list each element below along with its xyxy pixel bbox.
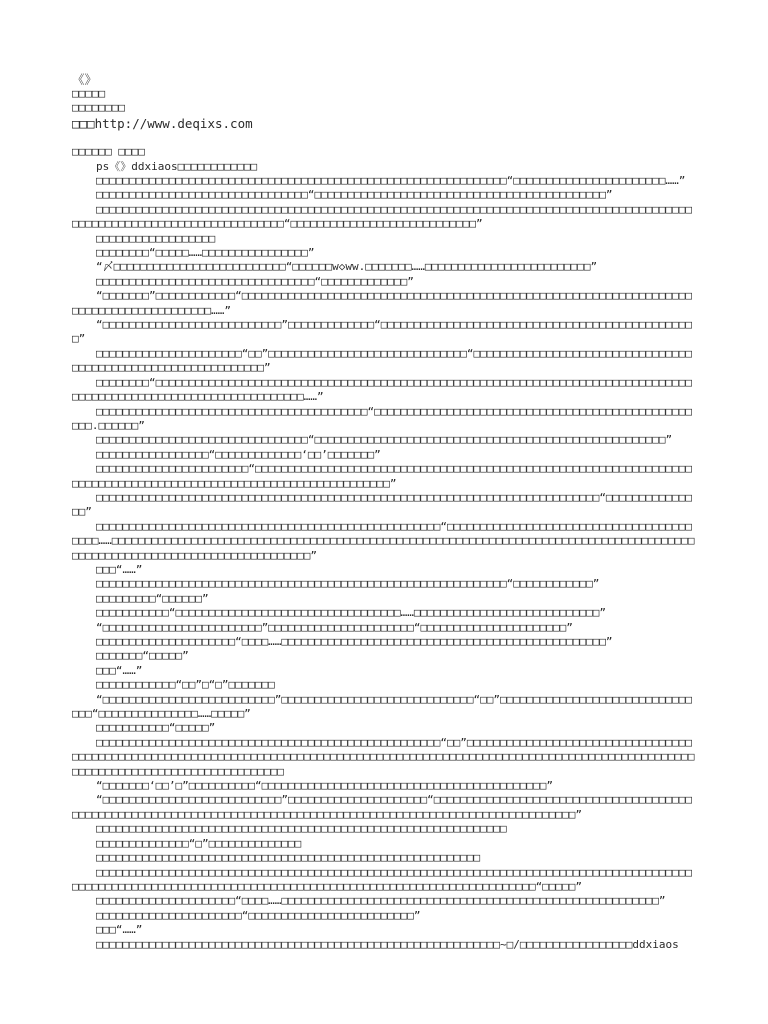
paragraph: □□□“……” — [96, 562, 143, 576]
paragraph: “□□□□□□□□□□□□□□□□□□□□□□□□”□□□□□□□□□□□□□□□□□□□□□□“□□□□□□□□□□□□□□□□□□□□□□” — [96, 620, 573, 634]
paragraph: □□□□□□□□□□□□□□□□□□□□□□□□□□□□□□□□□□□□□□□□□□□□□□□□□□□□□□□□□□□□□□□□□□□□□□□□□□□□□□□□□□□□□□□□□□□□□□□□□□□□□□□□□□□□□□□□□□□□□□□□□□“□□□□□□□□□□□□□□□□□□□□□□□□□□□□” — [72, 202, 693, 231]
document-page — [72, 72, 696, 952]
header-line-2: □□□□□□□□ — [72, 101, 125, 115]
paragraph: □□□□□□□□□□□□□□□□□□□□□□□□□□□□□□□□□□□□□□□□□□□□□□□□□□□□□□□□□□□□□□□□□□□□□□□□□□□□□□□□□□□□□□□□□□□□□□□□□□□□□□□□□□□□□□□□□□□□□□□□□□□□□□□□□□□□□□□□□□□□□□□□□□□□□□□□□□□□□□□□“□□□□□” — [72, 865, 693, 893]
paragraph: □□□□□□□□□“□□□□□□” — [96, 591, 209, 605]
paragraph: □□□□□□□□□□□□□□□□□□□□□□“□□”□□□□□□□□□□□□□□□□□□□□□□□□□□□□□□“□□□□□□□□□□□□□□□□□□□□□□□□□□□□□□□□□□□□□□□□□□□□□□□□□□□□□□□□□□□□□□” — [72, 346, 693, 375]
blank-line — [72, 131, 696, 145]
paragraph: □□□□□□□“□□□□□” — [96, 649, 189, 663]
paragraph: □□□“……” — [96, 923, 143, 937]
chapter-heading: □□□□□□ □□□□ — [72, 145, 145, 159]
paragraph: □□□□□□□□□□□□□□□□□“□□□□□□□□□□□□□‘□□’□□□□□□□” — [96, 447, 381, 461]
paragraph: “□□□□□□□‘□□’□”□□□□□□□□□□“□□□□□□□□□□□□□□□□□□□□□□□□□□□□□□□□□□□□□□□□□□□” — [96, 779, 553, 793]
paragraph: □□□□□□□□□□□□□□□□□□□□□□“□□□□□□□□□□□□□□□□□□□□□□□□□” — [96, 908, 421, 922]
paragraph: □□□□□□□□□□□□□□□□□□□□□□□□□□□□□□□□□□□□□□□□□□□□□□□□□□□□□□□□□□□□□□ — [96, 822, 507, 836]
paragraph: □□□□□□□□□□□□□□□□□□□□□□□“□□□□□□□□□□□□□□□□□□□□□□□□□□□□□□□□□□□□□□□□□□□□□□□□□□□□□□□□□□□□□□□□□□□□□□□□□□□□□□□□□□□□□□□□□□□□□□□□□□□□□□□□□□□□□□□□□□” — [72, 462, 693, 490]
logo-glyph: 《》 — [72, 72, 98, 87]
paragraph: “□□□□□□□□□□□□□□□□□□□□□□□□□□□”□□□□□□□□□□□□□□□□□□□□□“□□□□□□□□□□□□□□□□□□□□□□□□□□□□□□□□□□□□□□□□□□□□□□□□□□□□□□□□□□□□□□□□□□□□□□□□□□□□□□□□□□□□□□□□□□□□□□□□□□□□□□□□□□□□□□□□□□□” — [72, 793, 693, 821]
paragraph: □□□□□□□□“□□□□□……□□□□□□□□□□□□□□□□” — [96, 246, 315, 260]
paragraph: “□□□□□□□□□□□□□□□□□□□□□□□□□□□”□□□□□□□□□□□□□“□□□□□□□□□□□□□□□□□□□□□□□□□□□□□□□□□□□□□□□□□□□□□□□□” — [72, 318, 693, 346]
paragraph: □□□□□□□□□□□“□□□□□□□□□□□□□□□□□□□□□□□□□□□□□□□□□□……□□□□□□□□□□□□□□□□□□□□□□□□□□□□” — [96, 606, 606, 620]
paragraph: □□□□□□□□□□□□□□□□□□□□□□□□□□□□□□□□□□□□□□□□□□□□□□□□□□□□“□□□□□□□□□□□□□□□□□□□□□□□□□□□□□□□□□□□□□□□□□……□□□□□□□□□□□□□□□□□□□□□□□□□□□□□□□□□□□□□□□□□□□□□□□□□□□□□□□□□□□□□□□□□□□□□□□□□□□□□□□□□□□□□□□□□□□□□□□□□□□□□□□□□□□□□□□□□□□□□□□□□□□□” — [72, 519, 695, 562]
paragraph: □□□□□□□□“□□□□□□□□□□□□□□□□□□□□□□□□□□□□□□□□□□□□□□□□□□□□□□□□□□□□□□□□□□□□□□□□□□□□□□□□□□□□□□□□□□□□□□□□□□□□□□□□□□□□□□□□□□□□□□□□□□□□……” — [72, 375, 693, 404]
paragraph: □□□□□□□□□□□□□□□□□□□□□□□□□□□□□□□□□□□□□□□□□□□□□□□□□□□□□□□□□□□□□□“□□□□□□□□□□□□□□□□□□□□□□□……” — [96, 174, 686, 188]
paragraph: □□□□□□□□□□□□□□□□□□□□□□□□□□□□□□□□□□□□□□□□□□□□□□□□□□□□□□□□□□□□□□“□□□□□□□□□□□□” — [96, 577, 600, 591]
paragraph: □□□□□□□□□□□“□□□□□” — [96, 721, 216, 735]
site-url-line: □□□http://www.deqixs.com — [72, 115, 253, 131]
paragraph: “□□□□□□□”□□□□□□□□□□□□“□□□□□□□□□□□□□□□□□□□□□□□□□□□□□□□□□□□□□□□□□□□□□□□□□□□□□□□□□□□□□□□□□□□□□□□□□□□□□□□□□□□□□□□□□……” — [72, 289, 693, 317]
paragraph: □□□□□□□□□□□□□□□□□□□□□□□□□□□□□□□□“□□□□□□□□□□□□□□□□□□□□□□□□□□□□□□□□□□□□□□□□□□□□□□□□□□□□□” — [96, 433, 673, 447]
paragraph: □□□□□□□□□□□□□□□□□□□□□□□□□□□□□□□□□□□□□□□□□“□□□□□□□□□□□□□□□□□□□□□□□□□□□□□□□□□□□□□□□□□□□□□□□□□□□.□□□□□□” — [72, 404, 693, 432]
paragraph: □□□□□□□□□□□□□□□□□□□□□□□□□□□□□□□□□□□□□□□□□□□□□□□□□□□□□□□□□□□□□~□/□□□□□□□□□□□□□□□□□ddxiaos — [96, 937, 679, 951]
paragraph: □□□□□□□□□□□□□□□□□□□□□□□□□□□□□□□□□□□□□□□□□□□□□□□□□□□□□□□□□□□□□□□□□□□□□□□□□□□□“□□□□□□□□□□□□□□□” — [72, 490, 693, 519]
paragraph: “〆□□□□□□□□□□□□□□□□□□□□□□□□□□“□□□□□□w◇ww.□□□□□□□……□□□□□□□□□□□□□□□□□□□□□□□□□” — [96, 260, 598, 274]
paragraph: □□□“……” — [96, 663, 143, 677]
paragraph: “□□□□□□□□□□□□□□□□□□□□□□□□□□”□□□□□□□□□□□□□□□□□□□□□□□□□□□□□“□□”□□□□□□□□□□□□□□□□□□□□□□□□□□□□□□□□“□□□□□□□□□□□□□□□……□□□□□” — [72, 692, 693, 721]
paragraph: □□□□□□□□□□□□□□□□□□□□□□□□□□□□□□□□“□□□□□□□□□□□□□□□□□□□□□□□□□□□□□□□□□□□□□□□□□□□□” — [96, 188, 613, 202]
paragraph: □□□□□□□□□□□□□□□□□□□□□□□□□□□□□□□□□“□□□□□□□□□□□□□” — [96, 274, 414, 288]
paragraph: □□□□□□□□□□□□□□□□□□ — [96, 231, 216, 245]
paragraph: □□□□□□□□□□□□□□“□”□□□□□□□□□□□□□□ — [96, 836, 302, 850]
paragraph: □□□□□□□□□□□□□□□□□□□□□□□□□□□□□□□□□□□□□□□□□□□□□□□□□□□□“□□”□□□□□□□□□□□□□□□□□□□□□□□□□□□□□□□□□□□□□□□□□□□□□□□□□□□□□□□□□□□□□□□□□□□□□□□□□□□□□□□□□□□□□□□□□□□□□□□□□□□□□□□□□□□□□□□□□□□□□□□□□□□□□□□□□□□□□□□□□□□□□□□□□□□□□□□□□□□□□□□□ — [72, 735, 695, 778]
paragraph: ps《》ddxiaos□□□□□□□□□□□□ — [96, 159, 258, 173]
body-text — [72, 160, 696, 952]
paragraph: □□□□□□□□□□□□□□□□□□□□□“□□□□……□□□□□□□□□□□□□□□□□□□□□□□□□□□□□□□□□□□□□□□□□□□□□□□□□” — [96, 635, 613, 649]
paragraph: □□□□□□□□□□□□□□□□□□□□□“□□□□……□□□□□□□□□□□□□□□□□□□□□□□□□□□□□□□□□□□□□□□□□□□□□□□□□□□□□□□□□” — [96, 894, 666, 908]
paragraph: □□□□□□□□□□□□□□□□□□□□□□□□□□□□□□□□□□□□□□□□□□□□□□□□□□□□□□□□□□ — [96, 851, 481, 865]
header-line-1: □□□□□ — [72, 87, 106, 100]
paragraph: □□□□□□□□□□□□“□□”□“□”□□□□□□□ — [96, 678, 275, 692]
